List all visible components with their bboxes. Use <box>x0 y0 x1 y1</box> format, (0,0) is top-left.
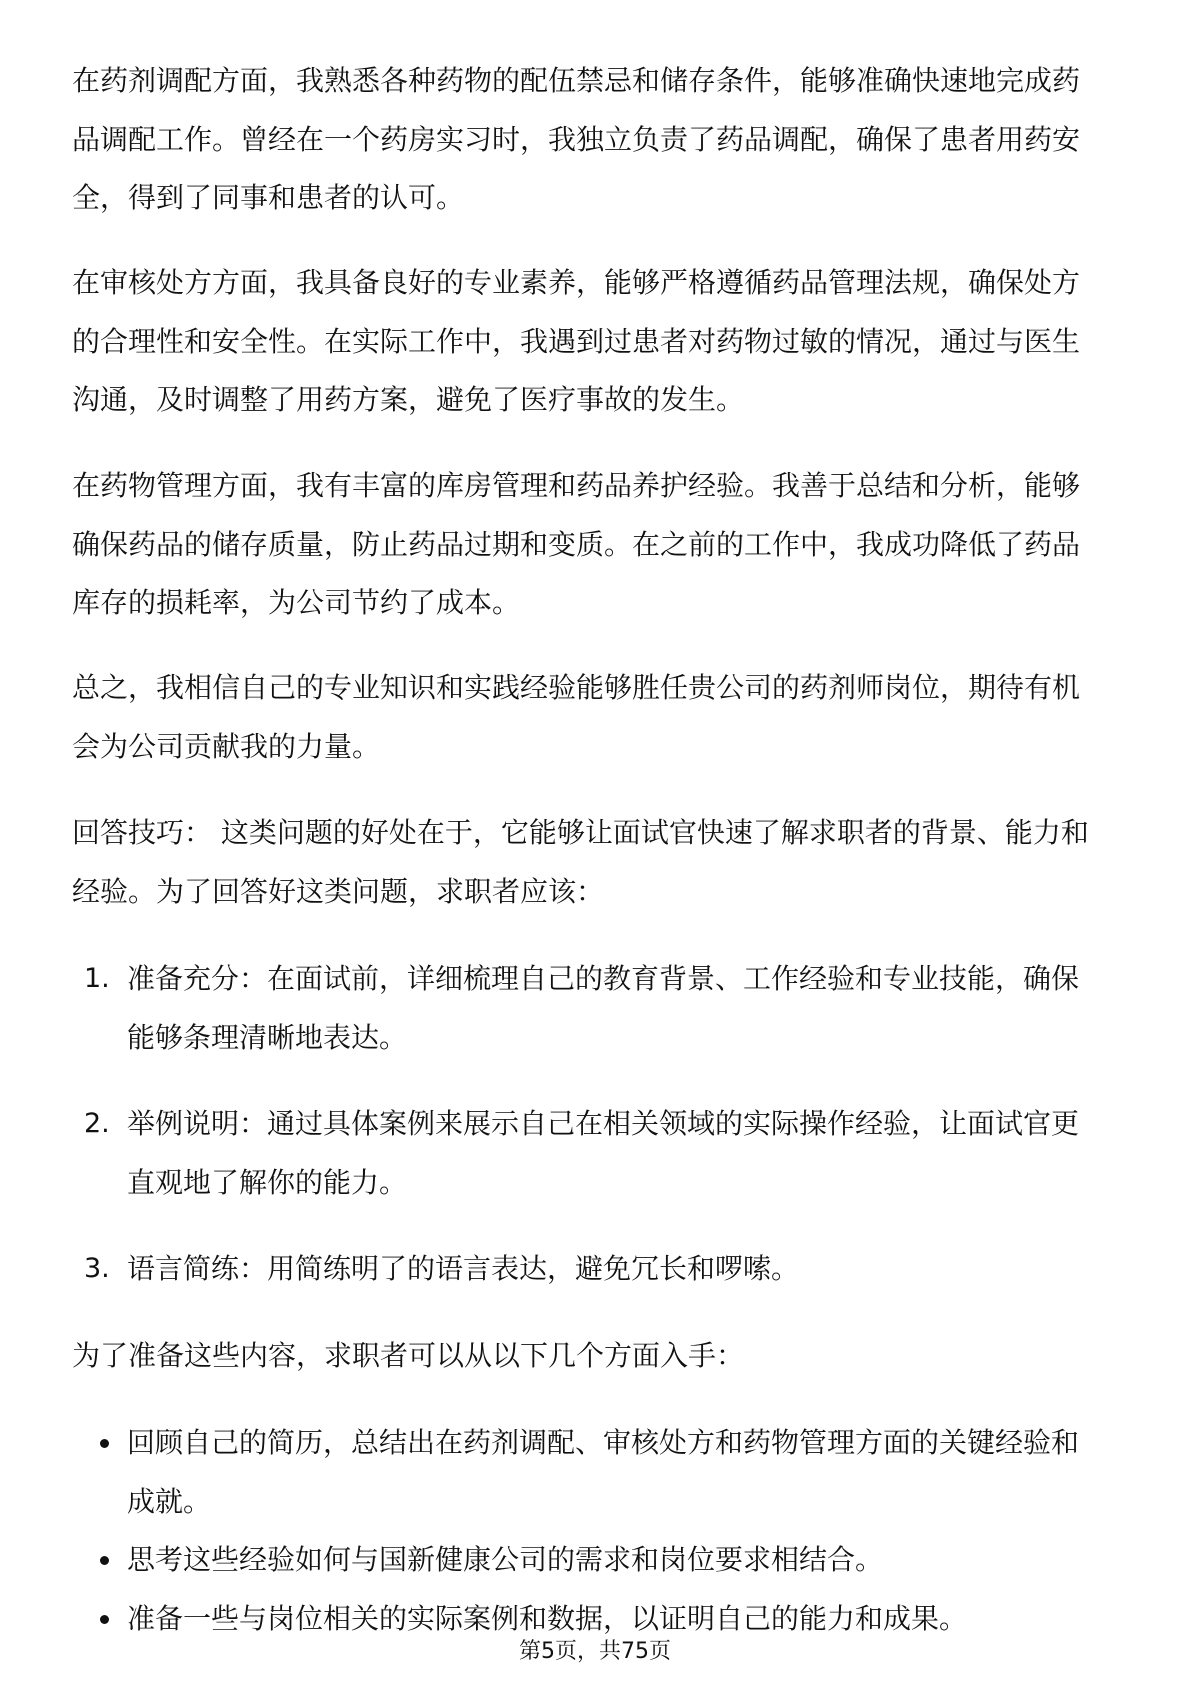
text-line: 在药剂调配方面，我熟悉各种药物的配伍禁忌和储存条件，能够准确快速地完成药 <box>72 64 1081 97</box>
text-line: 思考这些经验如何与国新健康公司的需求和岗位要求相结合。 <box>127 1543 884 1576</box>
paragraph-conclusion <box>72 659 1080 776</box>
text-line: 直观地了解你的能力。 <box>127 1165 408 1199</box>
text-line: 成就。 <box>127 1484 212 1518</box>
text-line: 回答技巧： 这类问题的好处在于，它能够让面试官快速了解求职者的背景、能力和 <box>72 816 1089 849</box>
text-line: 在药物管理方面，我有丰富的库房管理和药品养护经验。我善于总结和分析，能够 <box>72 469 1081 502</box>
text-line: 在审核处方方面，我具备良好的专业素养，能够严格遵循药品管理法规，确保处方 <box>72 266 1081 299</box>
intro-text: 为了准备这些内容，求职者可以从以下几个方面入手： <box>72 1339 745 1372</box>
text-line: 准备充分：在面试前，详细梳理自己的教育背景、工作经验和专业技能，确保 <box>127 962 1080 995</box>
paragraph-prescription-review <box>72 254 1080 430</box>
paragraph-drug-management <box>72 457 1080 633</box>
bullet-icon <box>100 1615 109 1624</box>
list-item <box>127 1414 1079 1531</box>
text-line: 全，得到了同事和患者的认可。 <box>72 181 465 214</box>
list-item <box>127 1531 883 1590</box>
bullet-icon <box>100 1556 109 1565</box>
text-line: 总之，我相信自己的专业知识和实践经验能够胜任贵公司的药剂师岗位，期待有机 <box>72 671 1081 704</box>
text-line: 经验。为了回答好这类问题，求职者应该： <box>72 874 605 908</box>
text-line: 语言简练：用简练明了的语言表达，避免冗长和啰嗦。 <box>127 1252 800 1285</box>
list-item <box>127 1095 1079 1212</box>
bullet-icon <box>100 1439 109 1448</box>
list-number: 3. <box>84 1253 110 1284</box>
paragraph-tips <box>72 804 1089 921</box>
list-number: 1. <box>84 963 110 994</box>
text-line: 的合理性和安全性。在实际工作中，我遇到过患者对药物过敏的情况，通过与医生 <box>72 324 1081 358</box>
text-line: 确保药品的储存质量，防止药品过期和变质。在之前的工作中，我成功降低了药品 <box>72 527 1081 561</box>
list-number: 2. <box>84 1108 110 1139</box>
text-line: 品调配工作。曾经在一个药房实习时，我独立负责了药品调配，确保了患者用药安 <box>72 122 1081 156</box>
text-line: 举例说明：通过具体案例来展示自己在相关领域的实际操作经验，让面试官更 <box>127 1107 1080 1140</box>
text-line: 库存的损耗率，为公司节约了成本。 <box>72 586 521 619</box>
page-number: 第5页，共75页 <box>519 1639 671 1664</box>
list-item <box>127 950 1079 1067</box>
paragraph-dispensing <box>72 52 1080 228</box>
text-line: 会为公司贡献我的力量。 <box>72 729 381 763</box>
text-line: 准备一些与岗位相关的实际案例和数据，以证明自己的能力和成果。 <box>127 1602 968 1635</box>
text-line: 回顾自己的简历，总结出在药剂调配、审核处方和药物管理方面的关键经验和 <box>127 1426 1080 1459</box>
text-line: 沟通，及时调整了用药方案，避免了医疗事故的发生。 <box>72 383 745 416</box>
list-item <box>127 1240 799 1299</box>
text-line: 能够条理清晰地表达。 <box>127 1020 408 1054</box>
